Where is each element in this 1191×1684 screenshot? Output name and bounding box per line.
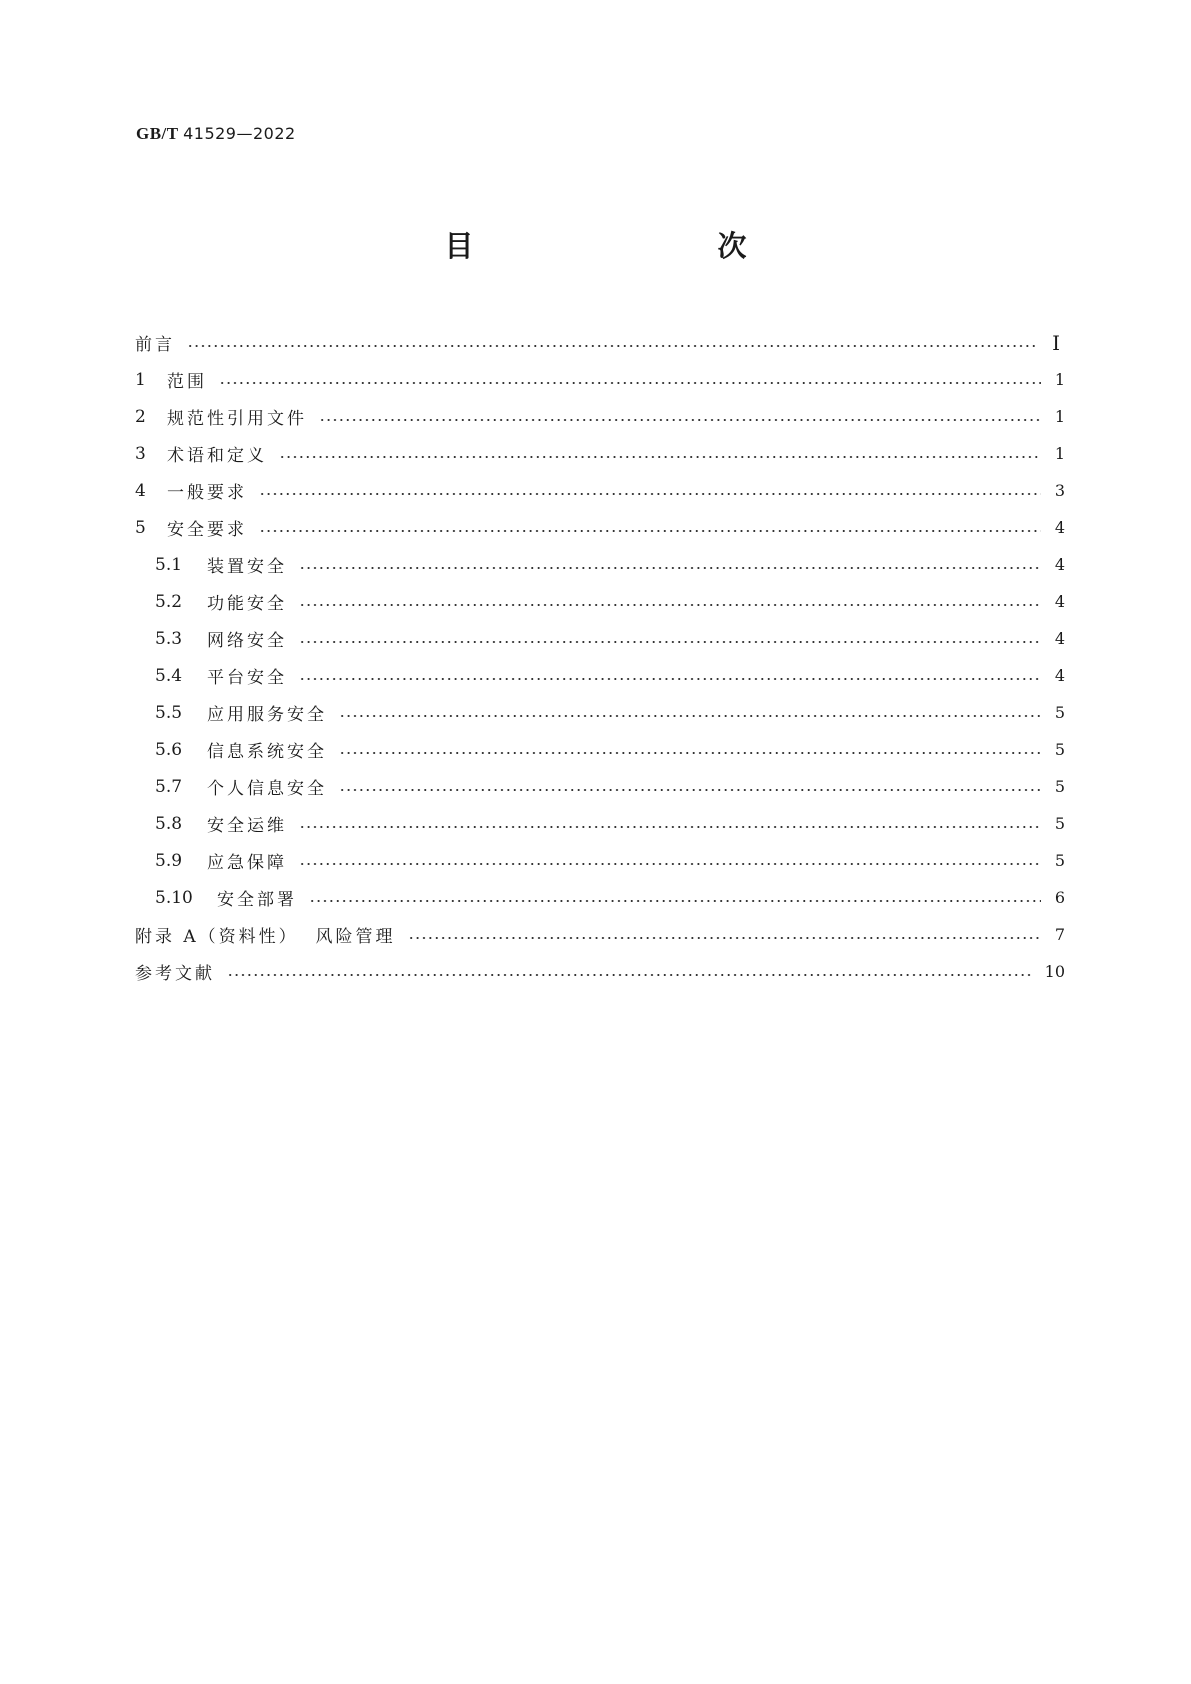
toc-entry-page: 4 — [1054, 592, 1065, 611]
toc-leader-dots — [339, 751, 1041, 755]
toc-entry-label: 装置安全 — [207, 557, 287, 577]
toc-entry-1[interactable] — [135, 361, 1065, 398]
toc-leader-dots — [319, 418, 1041, 422]
toc-entry-number: 5.3 — [155, 628, 183, 649]
toc-entry-4[interactable] — [135, 472, 1065, 509]
toc-entry-label: 参考文献 — [135, 964, 215, 984]
toc-entry-page: Ⅰ — [1052, 330, 1060, 355]
toc-entry-number: 5.7 — [155, 776, 183, 797]
table-of-contents — [135, 324, 1065, 990]
toc-leader-dots — [339, 714, 1041, 718]
toc-entry-page: 5 — [1054, 740, 1065, 759]
toc-entry-page: 6 — [1054, 888, 1065, 907]
toc-leader-dots — [299, 566, 1041, 570]
toc-entry-label: 应急保障 — [207, 853, 287, 873]
toc-leader-dots — [309, 899, 1041, 903]
toc-entry-page: 5 — [1054, 777, 1065, 796]
toc-entry-5-9[interactable] — [135, 842, 1065, 879]
toc-entry-appendix-a[interactable] — [135, 916, 1065, 953]
toc-leader-dots — [339, 788, 1041, 792]
toc-entry-5-1[interactable] — [135, 546, 1065, 583]
toc-entry-number: 5.9 — [155, 850, 183, 871]
toc-entry-number: 2 — [135, 406, 146, 427]
toc-entry-foreword[interactable] — [135, 324, 1065, 361]
toc-entry-label: 网络安全 — [207, 631, 287, 651]
toc-entry-5-4[interactable] — [135, 657, 1065, 694]
toc-entry-number: 5.6 — [155, 739, 183, 760]
toc-leader-dots — [227, 973, 1033, 977]
toc-entry-5[interactable] — [135, 509, 1065, 546]
toc-entry-number: 5 — [135, 517, 146, 538]
toc-entry-number: 5.4 — [155, 665, 183, 686]
toc-leader-dots — [299, 677, 1041, 681]
toc-entry-label: 应用服务安全 — [207, 705, 327, 725]
toc-entry-number: 5.2 — [155, 591, 183, 612]
toc-entry-page: 1 — [1054, 407, 1065, 426]
toc-entry-number: 5.10 — [155, 887, 193, 908]
toc-leader-dots — [299, 640, 1041, 644]
toc-entry-5-8[interactable] — [135, 805, 1065, 842]
toc-entry-label: 安全运维 — [207, 816, 287, 836]
toc-leader-dots — [259, 529, 1041, 533]
toc-entry-page: 4 — [1054, 666, 1065, 685]
toc-leader-dots — [299, 825, 1041, 829]
standard-number: 41529—2022 — [183, 124, 296, 143]
toc-entry-page: 1 — [1054, 444, 1065, 463]
toc-entry-number: 5.8 — [155, 813, 183, 834]
toc-entry-label: 个人信息安全 — [207, 779, 327, 799]
standard-prefix: GB/T — [136, 124, 179, 143]
toc-leader-dots — [219, 381, 1041, 385]
page-title: 目 次 — [444, 229, 809, 263]
toc-leader-dots — [408, 936, 1042, 940]
toc-entry-5-7[interactable] — [135, 768, 1065, 805]
toc-entry-label: 平台安全 — [207, 668, 287, 688]
toc-leader-dots — [299, 603, 1041, 607]
standard-code — [136, 124, 296, 144]
toc-entry-page: 10 — [1044, 962, 1065, 981]
toc-entry-page: 5 — [1054, 703, 1065, 722]
toc-leader-dots — [187, 344, 1036, 348]
toc-entry-label: 功能安全 — [207, 594, 287, 614]
toc-entry-3[interactable] — [135, 435, 1065, 472]
toc-entry-label: 规范性引用文件 — [167, 409, 307, 429]
toc-entry-number: 3 — [135, 443, 146, 464]
toc-entry-references[interactable] — [135, 953, 1065, 990]
toc-entry-label: 安全要求 — [167, 520, 247, 540]
toc-entry-5-10[interactable] — [135, 879, 1065, 916]
toc-entry-2[interactable] — [135, 398, 1065, 435]
toc-entry-label: 附录 A（资料性） 风险管理 — [135, 927, 396, 947]
toc-entry-page: 1 — [1054, 370, 1065, 389]
toc-leader-dots — [259, 492, 1041, 496]
toc-leader-dots — [299, 862, 1041, 866]
toc-entry-label: 一般要求 — [167, 483, 247, 503]
toc-entry-page: 5 — [1054, 814, 1065, 833]
toc-entry-number: 4 — [135, 480, 146, 501]
toc-entry-label: 信息系统安全 — [207, 742, 327, 762]
toc-entry-page: 4 — [1054, 518, 1065, 537]
toc-entry-page: 4 — [1054, 629, 1065, 648]
toc-entry-5-6[interactable] — [135, 731, 1065, 768]
toc-entry-5-5[interactable] — [135, 694, 1065, 731]
toc-entry-5-3[interactable] — [135, 620, 1065, 657]
toc-leader-dots — [279, 455, 1041, 459]
toc-entry-number: 1 — [135, 369, 146, 390]
toc-entry-label: 术语和定义 — [167, 446, 267, 466]
toc-entry-label: 范围 — [167, 372, 207, 392]
toc-entry-page: 7 — [1054, 925, 1065, 944]
toc-entry-5-2[interactable] — [135, 583, 1065, 620]
toc-entry-page: 4 — [1054, 555, 1065, 574]
toc-entry-page: 3 — [1054, 481, 1065, 500]
toc-entry-page: 5 — [1054, 851, 1065, 870]
toc-entry-number: 5.1 — [155, 554, 183, 575]
toc-entry-label: 安全部署 — [217, 890, 297, 910]
toc-entry-number: 5.5 — [155, 702, 183, 723]
toc-entry-label: 前言 — [135, 335, 175, 355]
